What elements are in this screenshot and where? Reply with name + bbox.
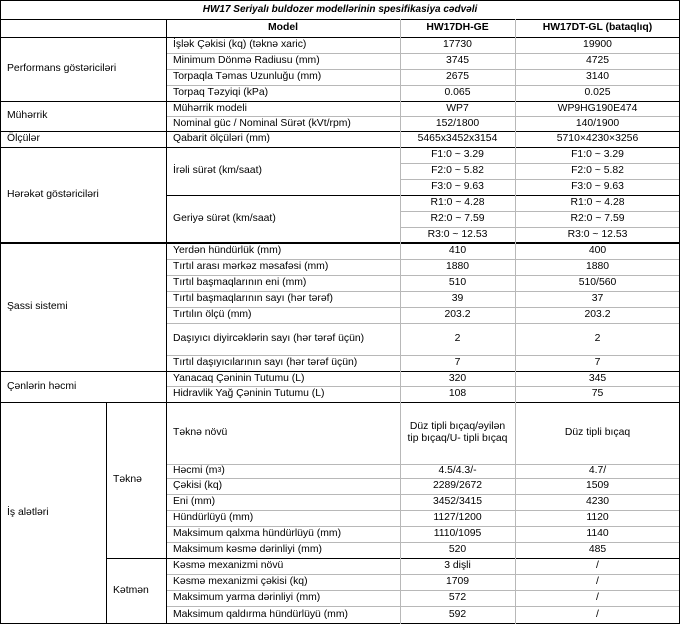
row-rule [166, 606, 680, 607]
value-blade-lift-m1: 1110/1095 [433, 528, 482, 540]
value-ripper-type-m1: 3 dişli [444, 560, 471, 572]
value-ripper-lift-m1: 592 [448, 608, 467, 620]
row-rule [166, 291, 680, 292]
value-fuel-tank-m2: 345 [588, 372, 607, 384]
subgroup-blade: Təknə [113, 474, 142, 486]
row-rule [166, 195, 680, 196]
row-rule [166, 590, 680, 591]
value-blade-cut-m1: 520 [448, 544, 467, 556]
value-blade-weight-m1: 2289/2672 [432, 480, 483, 492]
group-capacity: Çənlərin həcmi [7, 380, 77, 392]
value-nominal-power-m1: 152/1800 [435, 117, 480, 129]
value-blade-cut-m2: 485 [588, 544, 607, 556]
value-engine-model-m2: WP9HG190E474 [557, 102, 638, 114]
column-rule [166, 19, 167, 624]
label-fuel-tank: Yanacaq Çəninin Tutumu (L) [173, 372, 305, 384]
value-forward-1-m1: F1:0 ~ 3.29 [431, 149, 484, 161]
value-forward-3-m1: F3:0 ~ 9.63 [431, 181, 484, 193]
value-reverse-2-m1: R2:0 ~ 7.59 [430, 213, 485, 225]
group-rule [0, 101, 680, 102]
label-ripper-depth: Maksimum yarma dərinliyi (mm) [173, 592, 321, 604]
group-engine: Mühərrik [7, 110, 48, 122]
value-forward-1-m2: F1:0 ~ 3.29 [571, 149, 624, 161]
label-ground-clearance: Yerdən hündürlük (mm) [173, 245, 282, 257]
label-shoe-width: Tırtıl başmaqlarının eni (mm) [173, 277, 307, 289]
label-track-gauge: Tırtıl arası mərkəz məsafəsi (mm) [173, 261, 329, 273]
value-carrier-rollers-m1: 2 [454, 333, 461, 345]
label-track-pitch: Tırtılın ölçü (mm) [173, 309, 252, 321]
value-shoe-count-m1: 39 [451, 293, 464, 305]
label-ripper-type: Kəsmə mexanizmi növü [173, 560, 284, 572]
column-rule [400, 19, 401, 624]
row-rule [166, 259, 680, 260]
value-track-pitch-m2: 203.2 [584, 309, 611, 321]
value-ground-clearance-m1: 410 [448, 245, 467, 257]
group-performance: Performans göstəriciləri [7, 63, 117, 75]
title-rule [0, 19, 680, 20]
table-border-top [0, 0, 680, 1]
row-rule [166, 116, 680, 117]
label-ground-length: Torpaqla Təmas Uzunluğu (mm) [173, 71, 322, 83]
value-track-pitch-m1: 203.2 [444, 309, 471, 321]
column-rule [515, 19, 516, 624]
label-overall-dims: Qabarit ölçüləri (mm) [173, 133, 270, 145]
row-rule [166, 478, 680, 479]
table-border-left [0, 0, 1, 624]
value-reverse-1-m1: R1:0 ~ 4.28 [430, 197, 485, 209]
value-blade-lift-m2: 1140 [586, 528, 609, 540]
value-blade-volume-m1: 4.5/4.3/- [438, 465, 477, 477]
value-ground-pressure-m2: 0.025 [584, 87, 611, 99]
value-ground-clearance-m2: 400 [588, 245, 607, 257]
value-ripper-lift-m2: / [596, 608, 599, 620]
value-reverse-2-m2: R2:0 ~ 7.59 [570, 213, 625, 225]
value-blade-height-m1: 1127/1200 [433, 512, 482, 524]
row-rule [166, 53, 680, 54]
label-carrier-rollers: Daşıyıcı diyircəklərin sayı (hər tərəf üçün) [173, 333, 365, 345]
label-ripper-lift: Maksimum qaldırma hündürlüyü (mm) [173, 608, 348, 620]
group-rule [0, 131, 680, 132]
value-track-rollers-m1: 7 [454, 357, 461, 369]
row-rule [166, 323, 680, 324]
group-rule [0, 242, 680, 244]
value-overall-dims-m1: 5465x3452x3154 [417, 133, 498, 145]
value-blade-type-m1: Düz tipli bıçaq/əyilən tip bıçaq/U- tipli bıçaq [407, 421, 508, 444]
label-weight: İşlək Çəkisi (kq) (təknə xaric) [173, 39, 307, 51]
row-rule [400, 179, 680, 180]
value-nominal-power-m2: 140/1900 [575, 117, 620, 129]
row-rule [166, 574, 680, 575]
value-ripper-weight-m1: 1709 [445, 576, 470, 588]
label-blade-volume-main: Həcmi (m [173, 465, 218, 477]
value-blade-weight-m2: 1509 [585, 480, 610, 492]
row-rule [166, 85, 680, 86]
value-blade-type-m2: Düz tipli bıçaq [564, 427, 631, 439]
header-rule [0, 37, 680, 38]
label-blade-height: Hündürlüyü (mm) [173, 512, 254, 524]
label-blade-volume: Həcmi (m 3 ) [173, 465, 225, 477]
label-blade-width: Eni (mm) [173, 496, 216, 508]
value-forward-3-m2: F3:0 ~ 9.63 [571, 181, 624, 193]
label-turn-radius: Minimum Dönmə Radiusu (mm) [173, 55, 320, 67]
label-blade-cut: Maksimum kəsmə dərinliyi (mm) [173, 544, 322, 556]
header-model: Model [267, 22, 298, 34]
value-blade-volume-m2: 4.7/ [588, 465, 607, 477]
row-rule [166, 69, 680, 70]
group-rule [0, 371, 680, 372]
value-track-gauge-m1: 1880 [445, 261, 470, 273]
value-turn-radius-m1: 3745 [445, 55, 470, 67]
row-rule [166, 510, 680, 511]
label-nominal-power: Nominal güc / Nominal Sürət (kVt/rpm) [173, 117, 351, 129]
label-shoe-count: Tırtıl başmaqlarının sayı (hər tərəf) [173, 293, 333, 305]
label-blade-weight: Çəkisi (kq) [173, 480, 223, 492]
row-rule [400, 211, 680, 212]
label-track-rollers: Tırtıl daşıyıcılarının sayı (hər tərəf üçün) [173, 357, 358, 369]
value-ground-pressure-m1: 0.065 [444, 87, 471, 99]
row-rule [166, 275, 680, 276]
subgroup-ripper: Kətmən [113, 585, 149, 597]
group-rule [0, 147, 680, 148]
label-ripper-weight: Kəsmə mexanizmi çəkisi (kq) [173, 576, 308, 588]
row-rule [166, 494, 680, 495]
column-rule [106, 402, 107, 624]
value-shoe-count-m2: 37 [591, 293, 604, 305]
subgroup-rule [106, 558, 680, 559]
value-shoe-width-m2: 510/560 [578, 277, 617, 289]
row-rule [166, 464, 680, 465]
group-dimensions: Ölçülər [7, 133, 40, 145]
value-weight-m1: 17730 [443, 39, 472, 51]
value-forward-2-m1: F2:0 ~ 5.82 [431, 165, 484, 177]
value-turn-radius-m2: 4725 [585, 55, 610, 67]
group-chassis: Şassi sistemi [7, 301, 68, 313]
label-blade-lift: Maksimum qalxma hündürlüyü (mm) [173, 528, 342, 540]
label-hydraulic-tank: Hidravlik Yağ Çəninin Tutumu (L) [173, 388, 325, 400]
label-forward-speed: İrəli sürət (km/saat) [173, 165, 262, 177]
header-model-2: HW17DT-GL (bataqlıq) [542, 22, 653, 34]
value-forward-2-m2: F2:0 ~ 5.82 [571, 165, 624, 177]
row-rule [166, 307, 680, 308]
row-rule [166, 355, 680, 356]
value-engine-model-m1: WP7 [446, 102, 469, 114]
value-overall-dims-m2: 5710×4230×3256 [556, 133, 639, 145]
row-rule [400, 163, 680, 164]
value-reverse-3-m2: R3:0 ~ 12.53 [567, 229, 628, 241]
value-blade-width-m2: 4230 [585, 496, 610, 508]
value-carrier-rollers-m2: 2 [594, 333, 601, 345]
value-reverse-1-m2: R1:0 ~ 4.28 [570, 197, 625, 209]
value-ripper-type-m2: / [596, 560, 599, 572]
value-hydraulic-tank-m1: 108 [448, 388, 467, 400]
value-ripper-depth-m2: / [596, 592, 599, 604]
value-blade-width-m1: 3452/3415 [432, 496, 483, 508]
value-fuel-tank-m1: 320 [448, 372, 467, 384]
value-reverse-3-m1: R3:0 ~ 12.53 [427, 229, 488, 241]
group-travel: Hərəkət göstəriciləri [7, 189, 99, 201]
row-rule [166, 386, 680, 387]
label-blade-type: Təknə növü [173, 427, 228, 439]
label-blade-volume-end: ) [221, 465, 225, 477]
value-track-rollers-m2: 7 [594, 357, 601, 369]
value-ripper-weight-m2: / [596, 576, 599, 588]
value-ground-length-m1: 2675 [445, 71, 470, 83]
value-blade-height-m2: 1120 [586, 512, 609, 524]
table-title: HW17 Seriyalı buldozer modellərinin spesifikasiya cədvəli [202, 3, 478, 15]
row-rule [166, 542, 680, 543]
value-shoe-width-m1: 510 [448, 277, 467, 289]
label-reverse-speed: Geriyə sürət (km/saat) [173, 213, 276, 225]
label-engine-model: Mühərrik modeli [173, 102, 247, 114]
value-ground-length-m2: 3140 [585, 71, 610, 83]
value-hydraulic-tank-m2: 75 [591, 388, 604, 400]
value-weight-m2: 19900 [583, 39, 612, 51]
value-track-gauge-m2: 1880 [585, 261, 610, 273]
value-ripper-depth-m1: 572 [448, 592, 467, 604]
header-model-1: HW17DH-GE [426, 22, 489, 34]
label-ground-pressure: Torpaq Təzyiqi (kPa) [173, 87, 269, 99]
group-tools: İş alətləri [7, 507, 49, 519]
row-rule [400, 227, 680, 228]
row-rule [166, 526, 680, 527]
group-rule [0, 402, 680, 403]
